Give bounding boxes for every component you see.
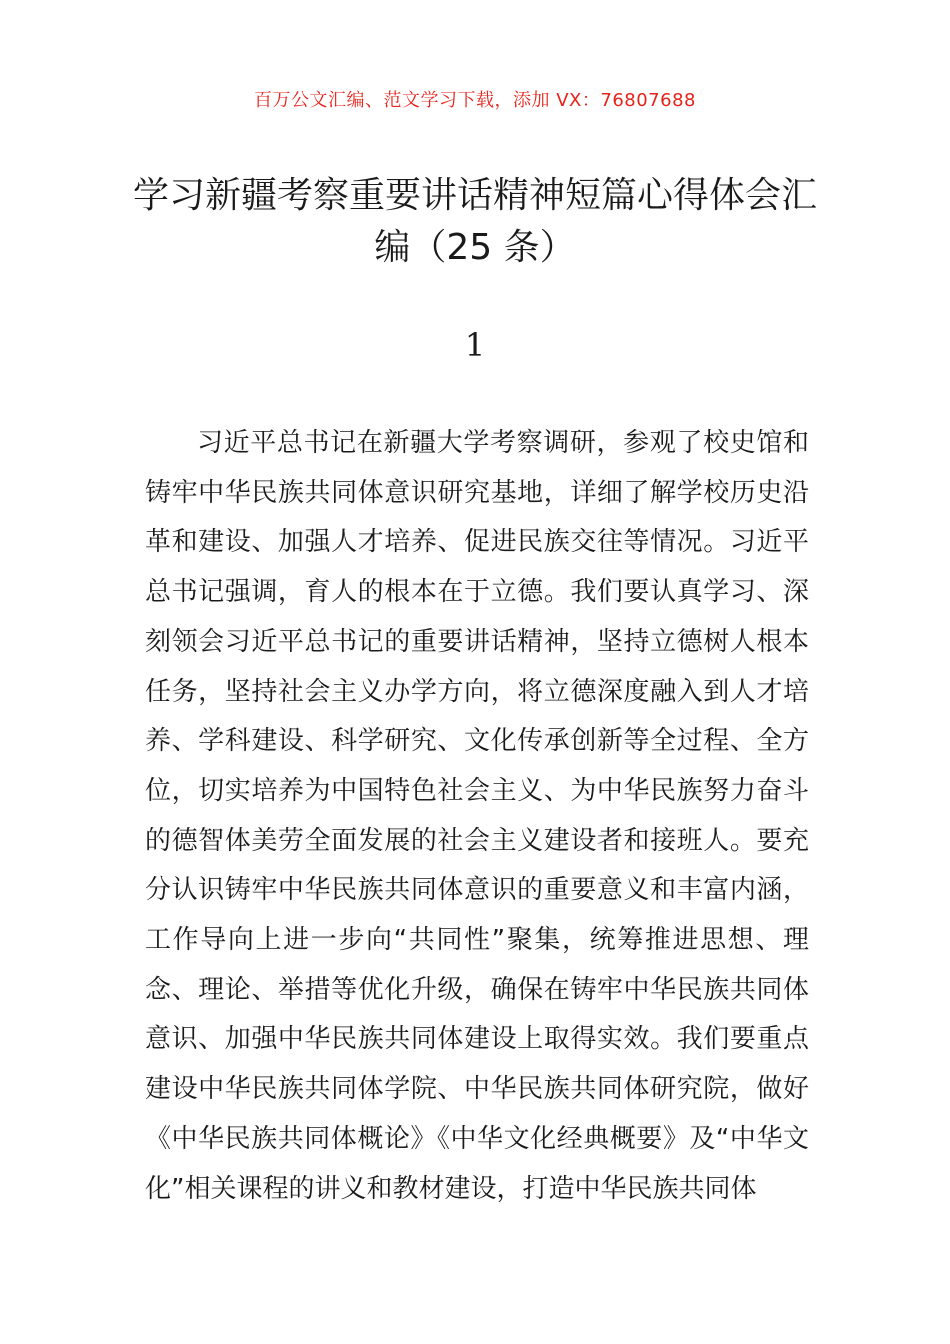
- document-title: 学习新疆考察重要讲话精神短篇心得体会汇编（25 条）: [132, 175, 817, 268]
- header-note: 百万公文汇编、范文学习下载，添加 VX：76807688: [254, 90, 696, 111]
- section-number: 1: [464, 326, 486, 364]
- body-paragraph: 习近平总书记在新疆大学考察调研，参观了校史馆和铸牢中华民族共同体意识研究基地，详细了解学校历史沿革和建设、加强人才培养、促进民族交往等情况。习近平总书记强调，育人的根本在于立德。我们要认真学习、深刻领会习近平总书记的重要讲话精神，坚持立德树人根本任务，坚持社会主义办学方向，将立德深度融入到人才培养、学科建设、科学研究、文化传承创新等全过程、全方位，切实培养为中国特色社会主义、为中华民族努力奋斗的德智体美劳全面发展的社会主义建设者和接班人。要充分认识铸牢中华民族共同体意识的重要意义和丰富内涵，工作导向上进一步向“共同性”聚集，统筹推进思想、理念、理论、举措等优化升级，确保在铸牢中华民族共同体意识、加强中华民族共同体建设上取得实效。我们要重点建设中华民族共同体学院、中华民族共同体研究院，做好《中华民族共同体概论》《中华文化经典概要》及“中华文化”相关课程的讲义和教材建设，打造中华民族共同体: [145, 428, 809, 1204]
